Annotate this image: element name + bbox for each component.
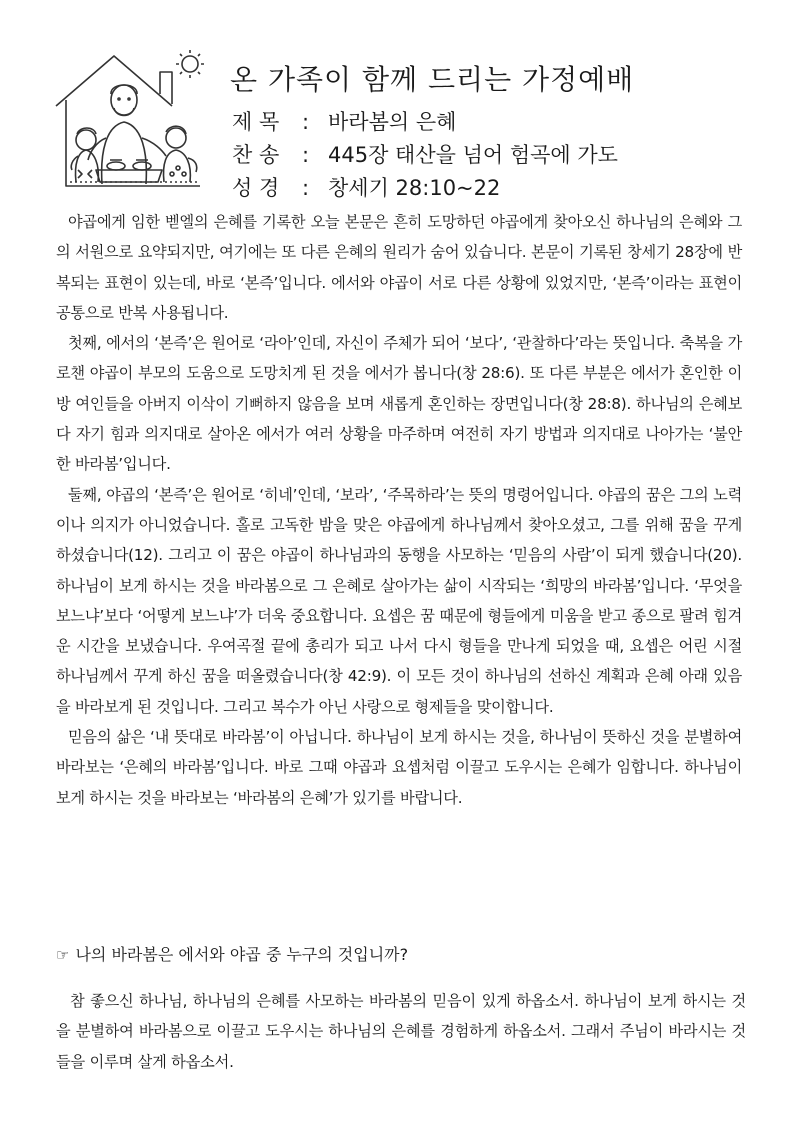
- paragraph: 야곱에게 임한 벧엘의 은혜를 기록한 오늘 본문은 흔히 도망하던 야곱에게 찾아오신 하나님의 은혜와 그의 서원으로 요약되지만, 여기에는 또 다른 은혜의 원리가 숨어 있습니다. 본문이 기록된 창세기 28장에 반복되는 표현이 있는데, 바로 ‘본즉’입니다. 에서와 야곱이 서로 다른 상황에 있었지만, ‘본즉’이라는 표현이 공통으로 반복 사용됩니다.: [56, 213, 742, 322]
- pointing-hand-icon: ☞: [56, 946, 70, 964]
- scripture-label: 성 경: [232, 176, 280, 200]
- closing-prayer: 참 좋으신 하나님, 하나님의 은혜를 사모하는 바라봄의 믿음이 있게 하옵소서. 하나님이 보게 하시는 것을 분별하여 바라봄으로 이끌고 도우시는 하나님의 은혜를 경험하게 하옵소서. 그래서 주님이 바라시는 것들을 이루며 살게 하옵소서.: [56, 992, 746, 1071]
- separator: :: [302, 110, 310, 134]
- hymn-label: 찬 송: [232, 143, 280, 167]
- scripture-value: 창세기 28:10~22: [328, 176, 501, 200]
- sermon-title-value: 바라봄의 은혜: [328, 110, 457, 134]
- family-worship-illustration: [50, 42, 208, 192]
- scripture-row: [232, 172, 500, 202]
- sermon-title-label: 제 목: [232, 110, 280, 134]
- paragraph: 첫째, 에서의 ‘본즉’은 원어로 ‘라아’인데, 자신이 주체가 되어 ‘보다’, ‘관찰하다’라는 뜻입니다. 축복을 가로챈 야곱이 부모의 도움으로 도망치게 된 것을 에서가 봅니다(창 28:6). 또 다른 부분은 에서가 혼인한 이방 여인들을 아버지 이삭이 기뻐하지 않음을 보며 새롭게 혼인하는 장면입니다(창 28:8). 하나님의 은혜보다 자기 힘과 의지대로 살아온 에서가 여러 상황을 마주하며 여전히 자기 방법과 의지대로 나아가는 ‘불안한 바라봄’입니다.: [56, 334, 742, 474]
- question-text: 나의 바라봄은 에서와 야곱 중 누구의 것입니까?: [75, 945, 409, 964]
- sermon-body: [56, 207, 742, 813]
- paragraph: 둘째, 야곱의 ‘본즉’은 원어로 ‘히네’인데, ‘보라’, ‘주목하라’는 뜻의 명령어입니다. 야곱의 꿈은 그의 노력이나 의지가 아니었습니다. 홀로 고독한 밤을 맞은 야곱에게 하나님께서 찾아오셨고, 그를 위해 꿈을 꾸게 하셨습니다(12). 그리고 이 꿈은 야곱이 하나님과의 동행을 사모하는 ‘믿음의 사람’이 되게 했습니다(20). 하나님이 보게 하시는 것을 바라봄으로 그 은혜로 살아가는 삶이 시작되는 ‘희망의 바라봄’입니다. ‘무엇을 보느냐’보다 ‘어떻게 보느냐’가 더욱 중요합니다. 요셉은 꿈 때문에 형들에게 미움을 받고 종으로 팔려 힘겨운 시간을 보냈습니다. 우여곡절 끝에 총리가 되고 나서 다시 형들을 만나게 되었을 때, 요셉은 어린 시절 하나님께서 꾸게 하신 꿈을 떠올렸습니다(창 42:9). 이 모든 것이 하나님의 선하신 계획과 은혜 아래 있음을 바라보게 된 것입니다. 그리고 복수가 아닌 사랑으로 형제들을 맞이합니다.: [56, 485, 742, 716]
- separator: :: [302, 176, 310, 200]
- hymn-value: 445장 태산을 넘어 험곡에 가도: [328, 143, 618, 167]
- separator: :: [302, 143, 310, 167]
- sermon-title-row: [232, 106, 456, 136]
- worship-header: [0, 0, 799, 200]
- paragraph: 믿음의 삶은 ‘내 뜻대로 바라봄’이 아닙니다. 하나님이 보게 하시는 것을, 하나님이 뜻하신 것을 분별하여 바라보는 ‘은혜의 바라봄’입니다. 바로 그때 야곱과 요셉처럼 이끌고 도우시는 은혜가 임합니다. 하나님이 보게 하시는 것을 바라보는 ‘바라봄의 은혜’가 있기를 바랍니다.: [56, 728, 742, 807]
- page-title: 온 가족이 함께 드리는 가정예배: [230, 63, 635, 96]
- hymn-row: [232, 139, 618, 169]
- reflection-question: [56, 940, 756, 970]
